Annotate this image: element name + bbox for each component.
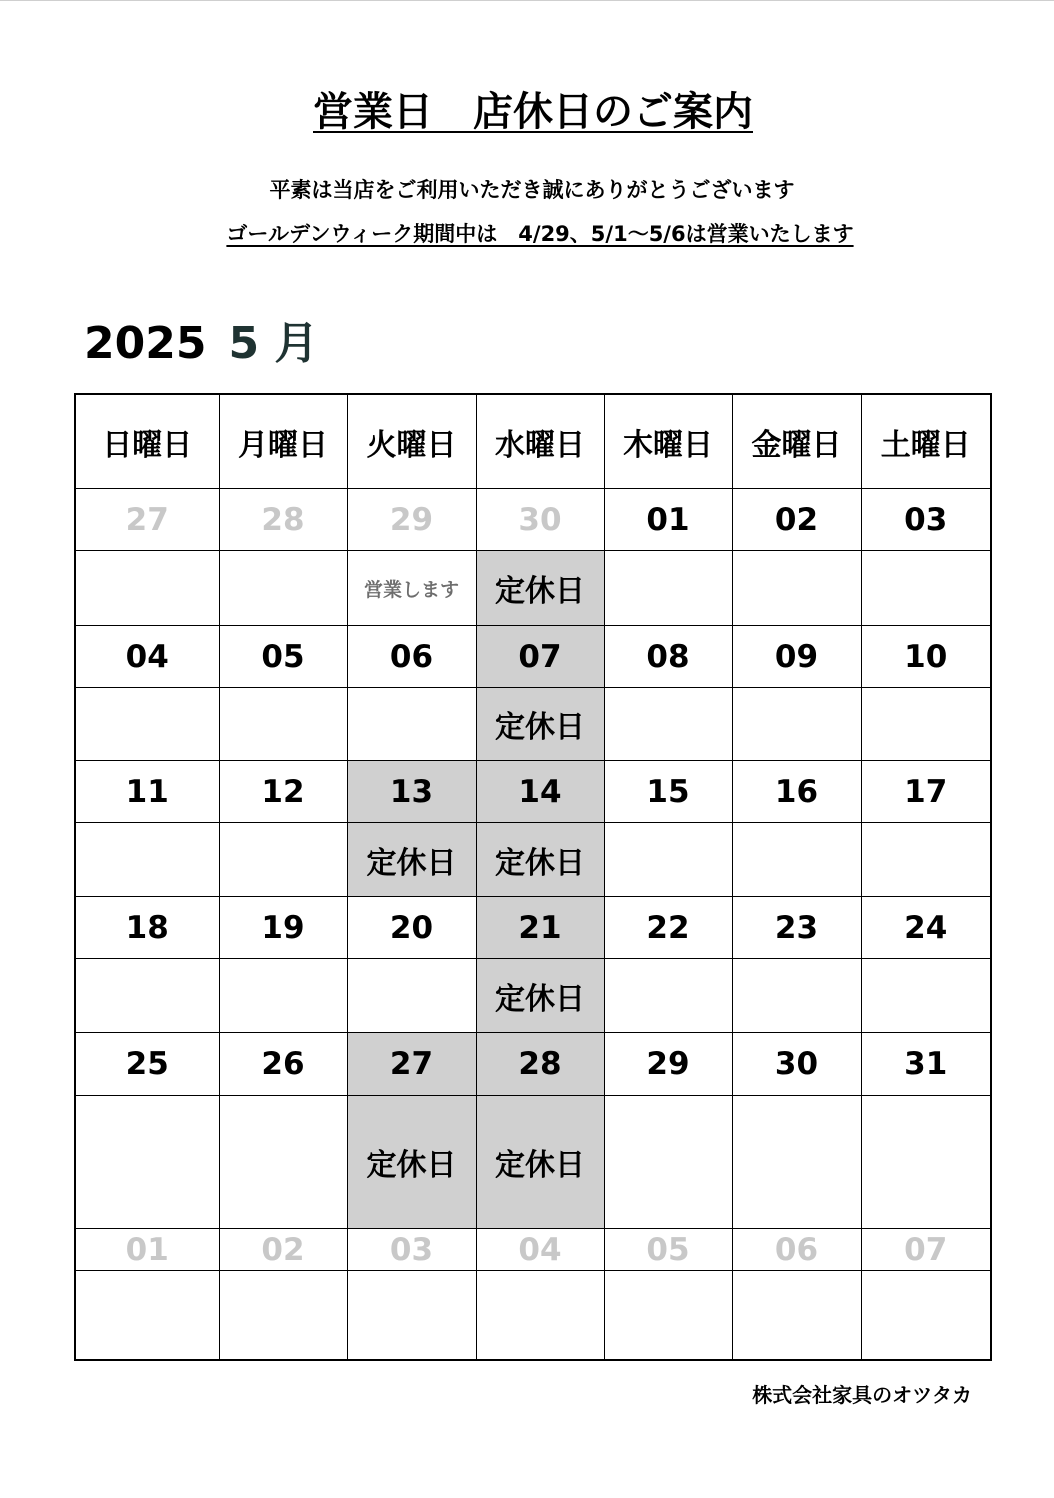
date-cell: 23 xyxy=(732,897,861,959)
date-cell: 09 xyxy=(732,626,861,688)
day-status-cell xyxy=(732,1271,861,1361)
day-status-cell xyxy=(732,1096,861,1229)
day-status-cell xyxy=(732,823,861,897)
date-cell: 15 xyxy=(604,761,732,823)
date-cell: 19 xyxy=(219,897,347,959)
greeting-text: 平素は当店をご利用いただき誠にありがとうございます xyxy=(269,178,795,202)
day-status-cell xyxy=(732,551,861,626)
day-status-cell xyxy=(347,1271,476,1361)
weekday-tuesday: 火曜日 xyxy=(347,394,476,489)
date-cell: 01 xyxy=(604,489,732,551)
date-cell: 17 xyxy=(861,761,991,823)
date-cell: 20 xyxy=(347,897,476,959)
notice-title: 営業日 店休日のご案内 xyxy=(313,89,753,135)
weekday-header-row xyxy=(75,394,991,489)
date-cell: 30 xyxy=(732,1033,861,1096)
year-label: 2025 xyxy=(84,318,207,369)
date-cell: 07 xyxy=(476,626,604,688)
day-status-cell xyxy=(75,823,219,897)
top-rule xyxy=(0,0,1054,1)
date-cell: 27 xyxy=(75,489,219,551)
golden-week-notice: ゴールデンウィーク期間中は 4/29、5/1～5/6は営業いたします xyxy=(226,222,854,246)
date-cell: 26 xyxy=(219,1033,347,1096)
date-cell: 02 xyxy=(732,489,861,551)
day-status-cell xyxy=(861,688,991,761)
day-status-label: 定休日 xyxy=(476,959,604,1033)
day-status-cell xyxy=(219,688,347,761)
day-status-label: 営業します xyxy=(347,551,476,626)
day-status-cell xyxy=(732,959,861,1033)
date-cell: 28 xyxy=(476,1033,604,1096)
date-cell: 02 xyxy=(219,1229,347,1271)
day-status-cell xyxy=(75,959,219,1033)
date-cell: 06 xyxy=(347,626,476,688)
day-status-cell xyxy=(732,688,861,761)
date-cell: 04 xyxy=(75,626,219,688)
week-status-row xyxy=(75,551,991,626)
date-cell: 05 xyxy=(604,1229,732,1271)
date-cell: 24 xyxy=(861,897,991,959)
date-cell: 28 xyxy=(219,489,347,551)
company-name: 株式会社家具のオツタカ xyxy=(752,1383,972,1407)
date-cell: 25 xyxy=(75,1033,219,1096)
date-cell: 27 xyxy=(347,1033,476,1096)
day-status-cell xyxy=(75,688,219,761)
day-status-cell xyxy=(219,823,347,897)
day-status-cell xyxy=(604,551,732,626)
week-status-row xyxy=(75,688,991,761)
day-status-cell xyxy=(75,1096,219,1229)
date-cell: 18 xyxy=(75,897,219,959)
day-status-cell xyxy=(604,688,732,761)
month-label: 5 月 xyxy=(228,318,319,369)
date-cell: 11 xyxy=(75,761,219,823)
date-cell: 01 xyxy=(75,1229,219,1271)
date-cell: 29 xyxy=(604,1033,732,1096)
date-cell: 10 xyxy=(861,626,991,688)
day-status-cell xyxy=(476,1271,604,1361)
week-status-row xyxy=(75,1271,991,1361)
week-status-row xyxy=(75,1096,991,1229)
week-date-row xyxy=(75,626,991,688)
day-status-cell xyxy=(604,823,732,897)
week-date-row xyxy=(75,761,991,823)
day-status-cell xyxy=(861,1096,991,1229)
day-status-cell xyxy=(861,1271,991,1361)
day-status-cell xyxy=(861,959,991,1033)
weekday-saturday: 土曜日 xyxy=(861,394,991,489)
day-status-cell xyxy=(347,959,476,1033)
day-status-cell xyxy=(347,688,476,761)
date-cell: 03 xyxy=(861,489,991,551)
date-cell: 22 xyxy=(604,897,732,959)
day-status-cell xyxy=(861,823,991,897)
weekday-wednesday: 水曜日 xyxy=(476,394,604,489)
date-cell: 05 xyxy=(219,626,347,688)
date-cell: 30 xyxy=(476,489,604,551)
week-date-row xyxy=(75,489,991,551)
week-status-row xyxy=(75,823,991,897)
day-status-label: 定休日 xyxy=(476,551,604,626)
date-cell: 07 xyxy=(861,1229,991,1271)
date-cell: 06 xyxy=(732,1229,861,1271)
notice-title-block xyxy=(0,88,1054,136)
week-date-row xyxy=(75,1033,991,1096)
day-status-cell xyxy=(604,1096,732,1229)
weekday-sunday: 日曜日 xyxy=(75,394,219,489)
day-status-label: 定休日 xyxy=(347,823,476,897)
day-status-cell xyxy=(75,551,219,626)
weekday-thursday: 木曜日 xyxy=(604,394,732,489)
date-cell: 04 xyxy=(476,1229,604,1271)
date-cell: 03 xyxy=(347,1229,476,1271)
date-cell: 16 xyxy=(732,761,861,823)
day-status-label: 定休日 xyxy=(476,688,604,761)
day-status-cell xyxy=(604,1271,732,1361)
day-status-cell xyxy=(219,959,347,1033)
date-cell: 14 xyxy=(476,761,604,823)
date-cell: 13 xyxy=(347,761,476,823)
month-heading xyxy=(84,316,318,372)
date-cell: 12 xyxy=(219,761,347,823)
day-status-label: 定休日 xyxy=(347,1096,476,1229)
week-date-row xyxy=(75,1229,991,1271)
date-cell: 21 xyxy=(476,897,604,959)
day-status-cell xyxy=(75,1271,219,1361)
day-status-cell xyxy=(219,1271,347,1361)
day-status-cell xyxy=(219,1096,347,1229)
date-cell: 31 xyxy=(861,1033,991,1096)
day-status-cell xyxy=(219,551,347,626)
weekday-monday: 月曜日 xyxy=(219,394,347,489)
date-cell: 29 xyxy=(347,489,476,551)
day-status-label: 定休日 xyxy=(476,1096,604,1229)
weekday-friday: 金曜日 xyxy=(732,394,861,489)
calendar-table xyxy=(74,393,992,1361)
golden-week-notice-block xyxy=(0,220,1054,248)
day-status-cell xyxy=(604,959,732,1033)
date-cell: 08 xyxy=(604,626,732,688)
week-date-row xyxy=(75,897,991,959)
day-status-cell xyxy=(861,551,991,626)
day-status-label: 定休日 xyxy=(476,823,604,897)
week-status-row xyxy=(75,959,991,1033)
